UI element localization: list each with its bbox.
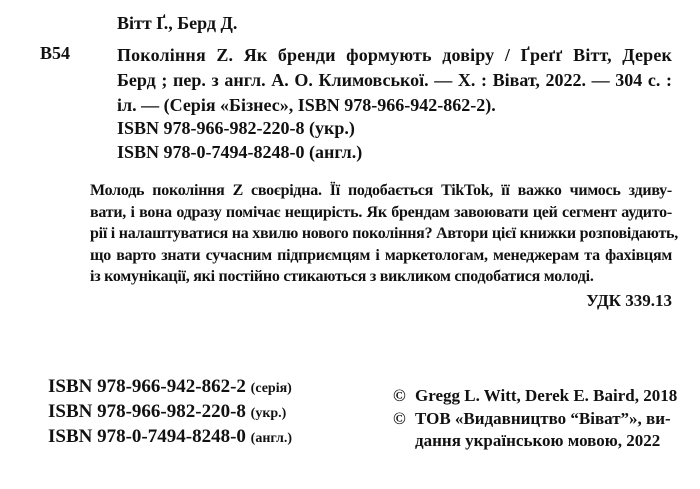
annotation-line: що варто знати сучасним підприємцям і маркетологам, менеджерам та фахівцям (90, 246, 672, 264)
isbn-note: (укр.) (250, 406, 287, 421)
annotation (90, 180, 679, 288)
annotation-line: Молодь покоління Z своєрідна. Її подобається TikTok, її важко чимось здиву- (90, 182, 672, 199)
annotation-line: рії і налаштуватися на хвилю нового покоління? Автори цієї книжки розповідають, (90, 225, 679, 242)
bib-line: Берд ; пер. з англ. А. О. Климовської. — Х. : Віват, 2022. — 304 с. : (117, 70, 672, 90)
copyright-text: Gregg L. Witt, Derek E. Baird, 2018 (415, 386, 678, 405)
bibliographic-description (117, 43, 672, 118)
copyright-publisher-cont: дання українською мовою, 2022 (415, 431, 661, 450)
copyright-icon: © (393, 386, 406, 405)
isbn-number: ISBN 978-966-942-862-2 (48, 376, 246, 397)
copyright-icon: © (393, 409, 406, 428)
udk-code: УДК 339.13 (586, 291, 672, 310)
annotation-line: із комунікації, які постійно стикаються з викликом сподобатися молоді. (90, 268, 594, 285)
annotation-line: вати, і вона одразу помічає нещирість. Як брендам завоювати цей сегмент аудито- (90, 203, 672, 221)
isbn-eng: ISBN 978-0-7494-8248-0 (англ.) (117, 142, 363, 162)
bib-line: іл. — (Серія «Бізнес», ISBN 978-966-942-862-2). (117, 95, 496, 115)
index-code: В54 (40, 43, 71, 63)
isbn-note: (серія) (250, 381, 292, 396)
isbn-number: ISBN 978-966-982-220-8 (48, 401, 246, 422)
isbn-ukr: ISBN 978-966-982-220-8 (укр.) (117, 118, 355, 138)
copyright-authors (393, 386, 677, 406)
authors: Вітт Ґ., Берд Д. (117, 13, 238, 33)
isbn-series-bottom (48, 376, 292, 398)
isbn-ukr-bottom (48, 401, 286, 423)
isbn-note: (англ.) (250, 431, 293, 446)
isbn-eng-bottom (48, 426, 292, 448)
isbn-number: ISBN 978-0-7494-8248-0 (48, 426, 246, 447)
copyright-text: ТОВ «Видавництво “Віват”», ви- (415, 409, 671, 428)
bib-line: Покоління Z. Як бренди формують довіру / Ґреґґ Вітт, Дерек (117, 45, 672, 65)
copyright-publisher (393, 409, 671, 429)
